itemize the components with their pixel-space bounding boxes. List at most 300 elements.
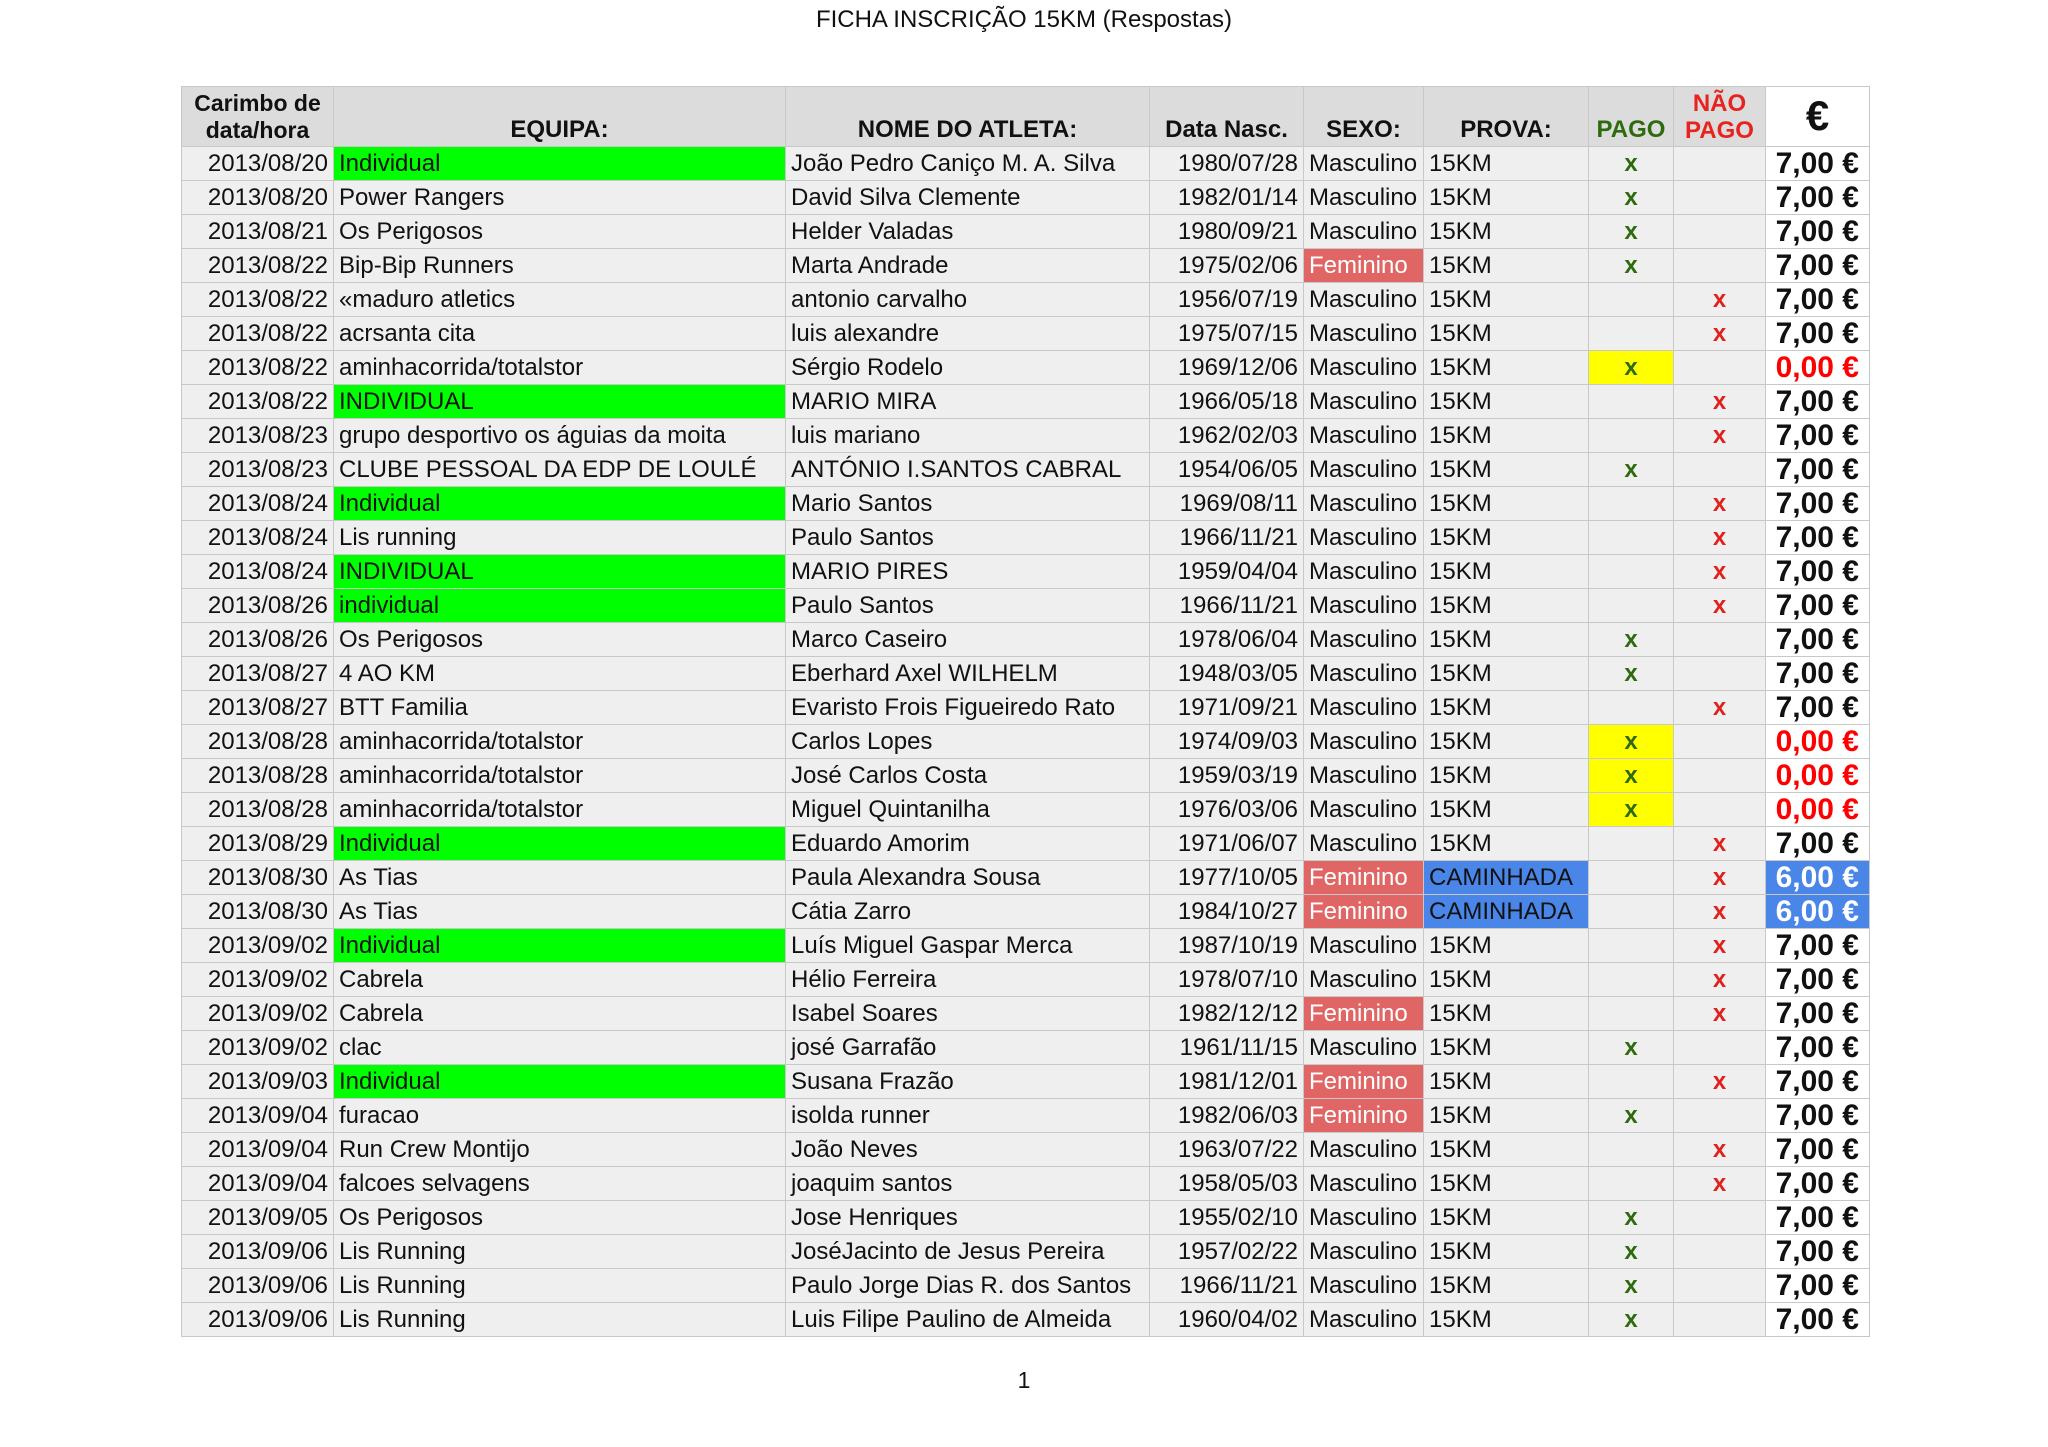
cell-race: 15KM [1424, 623, 1589, 657]
cell-athlete-name: Marta Andrade [786, 249, 1150, 283]
cell-paid: x [1589, 1201, 1674, 1235]
table-row [182, 691, 1870, 725]
cell-athlete-name: luis alexandre [786, 317, 1150, 351]
cell-amount: 7,00 € [1766, 963, 1870, 997]
cell-amount: 7,00 € [1766, 657, 1870, 691]
table-row [182, 827, 1870, 861]
cell-not-paid: x [1674, 929, 1766, 963]
cell-sex: Feminino [1304, 997, 1424, 1031]
cell-not-paid [1674, 1235, 1766, 1269]
cell-timestamp: 2013/08/26 [182, 623, 334, 657]
cell-birth-date: 1959/04/04 [1150, 555, 1304, 589]
cell-sex: Masculino [1304, 725, 1424, 759]
table-row [182, 1031, 1870, 1065]
cell-sex: Masculino [1304, 351, 1424, 385]
cell-timestamp: 2013/09/06 [182, 1269, 334, 1303]
cell-not-paid: x [1674, 861, 1766, 895]
cell-athlete-name: José Carlos Costa [786, 759, 1150, 793]
cell-sex: Masculino [1304, 1303, 1424, 1337]
cell-not-paid: x [1674, 827, 1766, 861]
cell-birth-date: 1961/11/15 [1150, 1031, 1304, 1065]
cell-timestamp: 2013/08/28 [182, 793, 334, 827]
cell-athlete-name: Helder Valadas [786, 215, 1150, 249]
cell-birth-date: 1971/06/07 [1150, 827, 1304, 861]
cell-sex: Masculino [1304, 793, 1424, 827]
cell-team: Lis Running [334, 1235, 786, 1269]
table-row [182, 1167, 1870, 1201]
cell-timestamp: 2013/09/02 [182, 997, 334, 1031]
cell-paid [1589, 861, 1674, 895]
cell-sex: Masculino [1304, 385, 1424, 419]
table-row [182, 895, 1870, 929]
cell-team: Individual [334, 147, 786, 181]
cell-amount: 0,00 € [1766, 793, 1870, 827]
cell-athlete-name: ANTÓNIO I.SANTOS CABRAL [786, 453, 1150, 487]
cell-race: 15KM [1424, 521, 1589, 555]
cell-birth-date: 1977/10/05 [1150, 861, 1304, 895]
cell-sex: Masculino [1304, 657, 1424, 691]
cell-birth-date: 1987/10/19 [1150, 929, 1304, 963]
cell-sex: Masculino [1304, 1201, 1424, 1235]
cell-not-paid [1674, 725, 1766, 759]
cell-athlete-name: MARIO MIRA [786, 385, 1150, 419]
cell-paid [1589, 827, 1674, 861]
table-row [182, 147, 1870, 181]
cell-athlete-name: Jose Henriques [786, 1201, 1150, 1235]
cell-paid: x [1589, 181, 1674, 215]
cell-timestamp: 2013/09/02 [182, 1031, 334, 1065]
table-body [182, 147, 1870, 1337]
cell-birth-date: 1960/04/02 [1150, 1303, 1304, 1337]
cell-team: Bip-Bip Runners [334, 249, 786, 283]
cell-team: aminhacorrida/totalstor [334, 793, 786, 827]
cell-timestamp: 2013/08/22 [182, 317, 334, 351]
cell-paid: x [1589, 759, 1674, 793]
cell-team: Lis Running [334, 1303, 786, 1337]
cell-amount: 7,00 € [1766, 317, 1870, 351]
cell-amount: 7,00 € [1766, 827, 1870, 861]
cell-sex: Masculino [1304, 1031, 1424, 1065]
cell-paid [1589, 555, 1674, 589]
cell-race: 15KM [1424, 1065, 1589, 1099]
table-row [182, 385, 1870, 419]
cell-timestamp: 2013/08/29 [182, 827, 334, 861]
cell-sex: Masculino [1304, 1167, 1424, 1201]
cell-athlete-name: JoséJacinto de Jesus Pereira [786, 1235, 1150, 1269]
cell-birth-date: 1966/11/21 [1150, 521, 1304, 555]
cell-amount: 7,00 € [1766, 1167, 1870, 1201]
cell-team: Os Perigosos [334, 215, 786, 249]
table-row [182, 351, 1870, 385]
cell-not-paid: x [1674, 419, 1766, 453]
cell-not-paid: x [1674, 997, 1766, 1031]
cell-team: acrsanta cita [334, 317, 786, 351]
cell-birth-date: 1971/09/21 [1150, 691, 1304, 725]
cell-athlete-name: Paulo Jorge Dias R. dos Santos [786, 1269, 1150, 1303]
cell-team: clac [334, 1031, 786, 1065]
cell-sex: Masculino [1304, 1133, 1424, 1167]
cell-birth-date: 1956/07/19 [1150, 283, 1304, 317]
cell-team: furacao [334, 1099, 786, 1133]
cell-team: aminhacorrida/totalstor [334, 725, 786, 759]
cell-timestamp: 2013/09/06 [182, 1303, 334, 1337]
cell-not-paid: x [1674, 1065, 1766, 1099]
table-row [182, 929, 1870, 963]
cell-race: 15KM [1424, 249, 1589, 283]
header-amount-euro: € [1766, 87, 1870, 147]
cell-race: 15KM [1424, 793, 1589, 827]
header-paid: PAGO [1589, 87, 1674, 147]
cell-athlete-name: Luís Miguel Gaspar Merca [786, 929, 1150, 963]
cell-team: INDIVIDUAL [334, 555, 786, 589]
cell-race: 15KM [1424, 1303, 1589, 1337]
cell-race: 15KM [1424, 1031, 1589, 1065]
cell-race: 15KM [1424, 759, 1589, 793]
cell-amount: 7,00 € [1766, 283, 1870, 317]
cell-team: Os Perigosos [334, 1201, 786, 1235]
cell-team: Cabrela [334, 997, 786, 1031]
cell-paid: x [1589, 351, 1674, 385]
cell-athlete-name: Sérgio Rodelo [786, 351, 1150, 385]
cell-not-paid: x [1674, 1133, 1766, 1167]
cell-not-paid: x [1674, 1167, 1766, 1201]
cell-timestamp: 2013/08/23 [182, 419, 334, 453]
table-row [182, 657, 1870, 691]
cell-team: Run Crew Montijo [334, 1133, 786, 1167]
cell-amount: 7,00 € [1766, 419, 1870, 453]
cell-athlete-name: MARIO PIRES [786, 555, 1150, 589]
cell-team: Cabrela [334, 963, 786, 997]
table-row [182, 759, 1870, 793]
cell-race: 15KM [1424, 827, 1589, 861]
table-row [182, 249, 1870, 283]
cell-not-paid [1674, 623, 1766, 657]
cell-not-paid [1674, 793, 1766, 827]
cell-amount: 7,00 € [1766, 691, 1870, 725]
cell-birth-date: 1966/05/18 [1150, 385, 1304, 419]
table-row [182, 453, 1870, 487]
table-row [182, 963, 1870, 997]
table-row [182, 1201, 1870, 1235]
cell-athlete-name: Carlos Lopes [786, 725, 1150, 759]
cell-birth-date: 1980/07/28 [1150, 147, 1304, 181]
cell-paid: x [1589, 1099, 1674, 1133]
cell-birth-date: 1966/11/21 [1150, 1269, 1304, 1303]
cell-amount: 7,00 € [1766, 589, 1870, 623]
cell-sex: Feminino [1304, 249, 1424, 283]
cell-paid [1589, 997, 1674, 1031]
table-row [182, 1235, 1870, 1269]
cell-not-paid: x [1674, 283, 1766, 317]
cell-amount: 7,00 € [1766, 1065, 1870, 1099]
cell-sex: Feminino [1304, 1065, 1424, 1099]
cell-birth-date: 1978/07/10 [1150, 963, 1304, 997]
cell-amount: 7,00 € [1766, 181, 1870, 215]
cell-paid [1589, 691, 1674, 725]
table-row [182, 317, 1870, 351]
cell-paid: x [1589, 725, 1674, 759]
cell-paid [1589, 929, 1674, 963]
cell-not-paid [1674, 1303, 1766, 1337]
cell-race: 15KM [1424, 487, 1589, 521]
cell-team: Lis Running [334, 1269, 786, 1303]
cell-birth-date: 1981/12/01 [1150, 1065, 1304, 1099]
cell-paid [1589, 1065, 1674, 1099]
cell-not-paid: x [1674, 963, 1766, 997]
cell-not-paid: x [1674, 317, 1766, 351]
cell-amount: 7,00 € [1766, 487, 1870, 521]
cell-team: BTT Familia [334, 691, 786, 725]
cell-race: 15KM [1424, 929, 1589, 963]
cell-race: 15KM [1424, 351, 1589, 385]
cell-timestamp: 2013/08/22 [182, 283, 334, 317]
table-row [182, 1099, 1870, 1133]
cell-athlete-name: Eduardo Amorim [786, 827, 1150, 861]
cell-amount: 7,00 € [1766, 1235, 1870, 1269]
header-row [182, 87, 1870, 147]
cell-team: Individual [334, 487, 786, 521]
cell-timestamp: 2013/09/04 [182, 1099, 334, 1133]
cell-birth-date: 1966/11/21 [1150, 589, 1304, 623]
table-row [182, 181, 1870, 215]
cell-team: 4 AO KM [334, 657, 786, 691]
cell-sex: Masculino [1304, 453, 1424, 487]
cell-timestamp: 2013/08/26 [182, 589, 334, 623]
cell-amount: 7,00 € [1766, 1303, 1870, 1337]
cell-race: 15KM [1424, 1269, 1589, 1303]
cell-birth-date: 1948/03/05 [1150, 657, 1304, 691]
cell-athlete-name: Isabel Soares [786, 997, 1150, 1031]
cell-race: 15KM [1424, 317, 1589, 351]
cell-sex: Feminino [1304, 895, 1424, 929]
cell-athlete-name: Miguel Quintanilha [786, 793, 1150, 827]
table-row [182, 997, 1870, 1031]
cell-timestamp: 2013/09/02 [182, 929, 334, 963]
cell-paid [1589, 521, 1674, 555]
table-row [182, 1133, 1870, 1167]
cell-amount: 0,00 € [1766, 725, 1870, 759]
cell-race: 15KM [1424, 147, 1589, 181]
cell-timestamp: 2013/08/24 [182, 487, 334, 521]
cell-athlete-name: Luis Filipe Paulino de Almeida [786, 1303, 1150, 1337]
cell-athlete-name: isolda runner [786, 1099, 1150, 1133]
cell-athlete-name: antonio carvalho [786, 283, 1150, 317]
table-row [182, 283, 1870, 317]
cell-timestamp: 2013/08/24 [182, 555, 334, 589]
cell-not-paid: x [1674, 691, 1766, 725]
cell-paid [1589, 385, 1674, 419]
cell-amount: 7,00 € [1766, 385, 1870, 419]
cell-team: As Tias [334, 895, 786, 929]
cell-athlete-name: Paulo Santos [786, 589, 1150, 623]
registrations-table [181, 86, 1870, 1337]
table-row [182, 725, 1870, 759]
cell-race: 15KM [1424, 1099, 1589, 1133]
cell-timestamp: 2013/08/22 [182, 385, 334, 419]
cell-birth-date: 1982/12/12 [1150, 997, 1304, 1031]
cell-race: 15KM [1424, 555, 1589, 589]
cell-timestamp: 2013/08/28 [182, 725, 334, 759]
cell-paid: x [1589, 147, 1674, 181]
cell-birth-date: 1974/09/03 [1150, 725, 1304, 759]
cell-amount: 6,00 € [1766, 895, 1870, 929]
cell-team: Power Rangers [334, 181, 786, 215]
cell-athlete-name: Eberhard Axel WILHELM [786, 657, 1150, 691]
cell-sex: Masculino [1304, 759, 1424, 793]
cell-paid [1589, 283, 1674, 317]
cell-timestamp: 2013/08/27 [182, 691, 334, 725]
cell-birth-date: 1955/02/10 [1150, 1201, 1304, 1235]
cell-amount: 7,00 € [1766, 147, 1870, 181]
cell-team: grupo desportivo os águias da moita [334, 419, 786, 453]
cell-race: 15KM [1424, 997, 1589, 1031]
cell-paid: x [1589, 1269, 1674, 1303]
table-row [182, 215, 1870, 249]
cell-birth-date: 1978/06/04 [1150, 623, 1304, 657]
cell-athlete-name: Paula Alexandra Sousa [786, 861, 1150, 895]
cell-not-paid: x [1674, 589, 1766, 623]
cell-timestamp: 2013/08/27 [182, 657, 334, 691]
cell-not-paid [1674, 1269, 1766, 1303]
cell-birth-date: 1969/08/11 [1150, 487, 1304, 521]
cell-team: INDIVIDUAL [334, 385, 786, 419]
cell-sex: Masculino [1304, 147, 1424, 181]
cell-sex: Masculino [1304, 623, 1424, 657]
cell-race: CAMINHADA [1424, 895, 1589, 929]
cell-paid: x [1589, 453, 1674, 487]
cell-team: Individual [334, 827, 786, 861]
cell-paid: x [1589, 1031, 1674, 1065]
cell-team: As Tias [334, 861, 786, 895]
header-athlete: NOME DO ATLETA: [786, 87, 1150, 147]
header-not-paid: NÃO PAGO [1674, 87, 1766, 147]
cell-sex: Masculino [1304, 487, 1424, 521]
cell-team: Individual [334, 1065, 786, 1099]
header-birth-date: Data Nasc. [1150, 87, 1304, 147]
cell-sex: Masculino [1304, 929, 1424, 963]
cell-birth-date: 1984/10/27 [1150, 895, 1304, 929]
cell-race: 15KM [1424, 963, 1589, 997]
cell-birth-date: 1976/03/06 [1150, 793, 1304, 827]
cell-athlete-name: Mario Santos [786, 487, 1150, 521]
cell-paid [1589, 963, 1674, 997]
cell-team: individual [334, 589, 786, 623]
cell-race: 15KM [1424, 1167, 1589, 1201]
cell-paid [1589, 1167, 1674, 1201]
cell-timestamp: 2013/08/22 [182, 249, 334, 283]
cell-birth-date: 1975/07/15 [1150, 317, 1304, 351]
cell-amount: 7,00 € [1766, 249, 1870, 283]
cell-not-paid [1674, 351, 1766, 385]
cell-sex: Masculino [1304, 963, 1424, 997]
cell-sex: Masculino [1304, 589, 1424, 623]
cell-not-paid: x [1674, 487, 1766, 521]
cell-birth-date: 1982/06/03 [1150, 1099, 1304, 1133]
cell-athlete-name: João Neves [786, 1133, 1150, 1167]
cell-race: 15KM [1424, 1201, 1589, 1235]
cell-not-paid [1674, 181, 1766, 215]
cell-timestamp: 2013/08/30 [182, 861, 334, 895]
cell-not-paid [1674, 657, 1766, 691]
cell-sex: Feminino [1304, 861, 1424, 895]
cell-birth-date: 1962/02/03 [1150, 419, 1304, 453]
table-row [182, 623, 1870, 657]
cell-paid [1589, 419, 1674, 453]
cell-not-paid [1674, 249, 1766, 283]
cell-sex: Masculino [1304, 521, 1424, 555]
cell-timestamp: 2013/08/30 [182, 895, 334, 929]
cell-not-paid: x [1674, 555, 1766, 589]
cell-athlete-name: Evaristo Frois Figueiredo Rato [786, 691, 1150, 725]
cell-amount: 7,00 € [1766, 1201, 1870, 1235]
cell-team: Lis running [334, 521, 786, 555]
cell-paid: x [1589, 249, 1674, 283]
cell-timestamp: 2013/09/03 [182, 1065, 334, 1099]
table-row [182, 487, 1870, 521]
cell-birth-date: 1982/01/14 [1150, 181, 1304, 215]
cell-amount: 7,00 € [1766, 555, 1870, 589]
cell-timestamp: 2013/09/06 [182, 1235, 334, 1269]
table-row [182, 1269, 1870, 1303]
cell-race: 15KM [1424, 419, 1589, 453]
cell-timestamp: 2013/09/04 [182, 1133, 334, 1167]
cell-not-paid: x [1674, 521, 1766, 555]
cell-amount: 7,00 € [1766, 997, 1870, 1031]
cell-race: 15KM [1424, 589, 1589, 623]
cell-athlete-name: Cátia Zarro [786, 895, 1150, 929]
cell-not-paid [1674, 147, 1766, 181]
cell-amount: 0,00 € [1766, 351, 1870, 385]
cell-birth-date: 1957/02/22 [1150, 1235, 1304, 1269]
cell-sex: Masculino [1304, 691, 1424, 725]
cell-not-paid: x [1674, 385, 1766, 419]
cell-amount: 0,00 € [1766, 759, 1870, 793]
cell-birth-date: 1969/12/06 [1150, 351, 1304, 385]
cell-amount: 7,00 € [1766, 453, 1870, 487]
cell-race: 15KM [1424, 1235, 1589, 1269]
cell-timestamp: 2013/09/04 [182, 1167, 334, 1201]
cell-birth-date: 1958/05/03 [1150, 1167, 1304, 1201]
cell-race: 15KM [1424, 725, 1589, 759]
cell-team: Individual [334, 929, 786, 963]
cell-not-paid [1674, 1031, 1766, 1065]
table-row [182, 1303, 1870, 1337]
cell-paid [1589, 589, 1674, 623]
cell-birth-date: 1959/03/19 [1150, 759, 1304, 793]
table-row [182, 793, 1870, 827]
table-row [182, 521, 1870, 555]
cell-team: Os Perigosos [334, 623, 786, 657]
cell-birth-date: 1975/02/06 [1150, 249, 1304, 283]
cell-not-paid [1674, 759, 1766, 793]
cell-sex: Masculino [1304, 181, 1424, 215]
cell-amount: 7,00 € [1766, 521, 1870, 555]
cell-amount: 7,00 € [1766, 215, 1870, 249]
cell-race: 15KM [1424, 215, 1589, 249]
cell-athlete-name: Hélio Ferreira [786, 963, 1150, 997]
table-row [182, 861, 1870, 895]
cell-sex: Masculino [1304, 419, 1424, 453]
cell-athlete-name: joaquim santos [786, 1167, 1150, 1201]
cell-amount: 7,00 € [1766, 1269, 1870, 1303]
table-row [182, 589, 1870, 623]
cell-paid: x [1589, 1235, 1674, 1269]
cell-sex: Masculino [1304, 1235, 1424, 1269]
cell-paid: x [1589, 657, 1674, 691]
cell-birth-date: 1963/07/22 [1150, 1133, 1304, 1167]
cell-athlete-name: Paulo Santos [786, 521, 1150, 555]
cell-timestamp: 2013/08/22 [182, 351, 334, 385]
